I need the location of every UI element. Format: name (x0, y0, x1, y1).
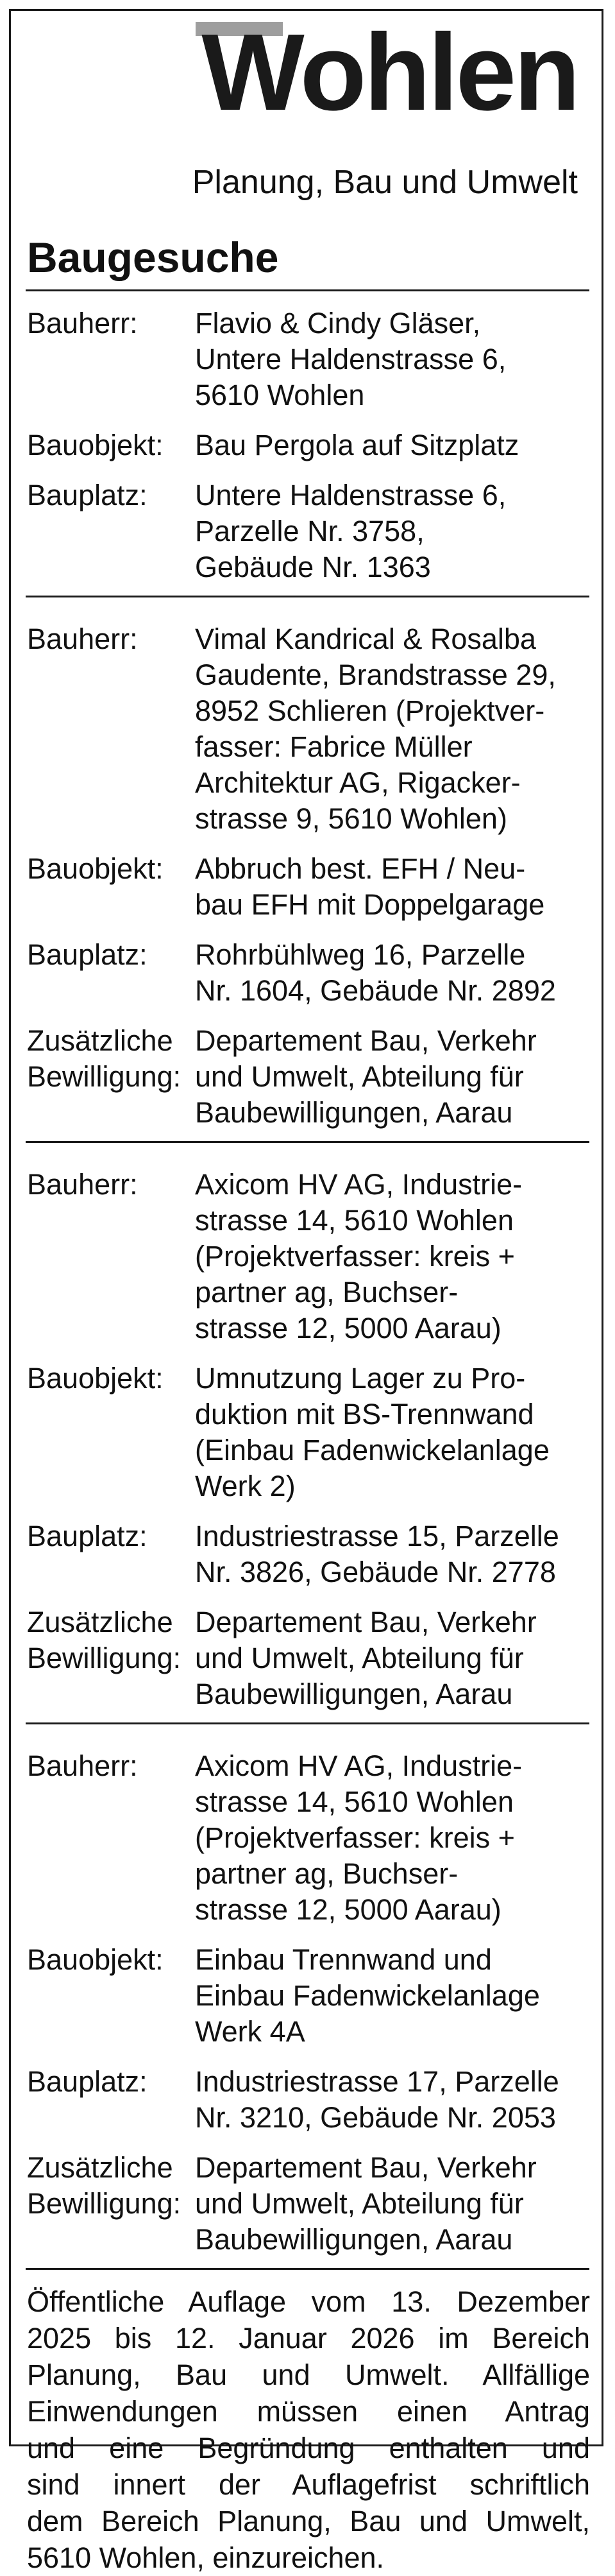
notice-text (27, 2283, 590, 2576)
logo (0, 0, 615, 154)
field-value: Rohrbühlweg 16, Parzelle Nr. 1604, Gebäude Nr. 2892 (195, 938, 556, 1007)
field-label: Bauherr: (27, 623, 138, 655)
notice-line: Öffentliche Auflage vom 13. Dezember (27, 2285, 590, 2318)
field-value: Departement Bau, Verkehr und Umwelt, Abteilung für Baubewilligungen, Aarau (195, 2151, 537, 2256)
field-label: Bauplatz: (27, 938, 147, 971)
field-value: Untere Haldenstrasse 6, Parzelle Nr. 3758, Gebäude Nr. 1363 (195, 479, 507, 583)
divider (26, 2268, 589, 2270)
field-label: Bauobjekt: (27, 852, 164, 885)
divider (26, 596, 589, 597)
page-title: Baugesuche (27, 234, 279, 281)
field-value: Abbruch best. EFH / Neu- bau EFH mit Doppelgarage (195, 852, 545, 921)
field-value: Bau Pergola auf Sitzplatz (195, 429, 519, 461)
notice-line: Einwendungen müssen einen Antrag (27, 2395, 590, 2428)
field-value: Industriestrasse 17, Parzelle Nr. 3210, Gebäude Nr. 2053 (195, 2065, 559, 2134)
notice-line: 5610 Wohlen, einzureichen. (27, 2541, 385, 2574)
logo-text: Wohlen (201, 12, 578, 133)
field-value: Vimal Kandrical & Rosalba Gaudente, Brandstrasse 29, 8952 Schlieren (Projektver- fasser: Fabrice Müller Architektur AG, Rigacker- strasse 9, 5610 Wohlen) (195, 623, 556, 835)
field-label: Bauherr: (27, 307, 138, 339)
field-value: Axicom HV AG, Industrie- strasse 14, 5610 Wohlen (Projektverfasser: kreis + partner ag, Buchser- strasse 12, 5000 Aarau) (195, 1168, 523, 1344)
field-value: Einbau Trennwand und Einbau Fadenwickelanlage Werk 4A (195, 1943, 540, 2048)
notice-line: dem Bereich Planung, Bau und Umwelt, (27, 2505, 590, 2537)
notice-line: sind innert der Auflagefrist schriftlich (27, 2468, 590, 2501)
field-value: Axicom HV AG, Industrie- strasse 14, 5610 Wohlen (Projektverfasser: kreis + partner ag, Buchser- strasse 12, 5000 Aarau) (195, 1749, 523, 1926)
field-label: Bauplatz: (27, 2065, 147, 2098)
notice-line: Planung, Bau und Umwelt. Allfällige (27, 2358, 590, 2391)
field-label: Bauplatz: (27, 1520, 147, 1552)
divider (26, 1722, 589, 1724)
field-value: Departement Bau, Verkehr und Umwelt, Abteilung für Baubewilligungen, Aarau (195, 1606, 537, 1710)
field-label: Zusätzliche Bewilligung: (27, 1606, 181, 1674)
department-name: Planung, Bau und Umwelt (192, 164, 578, 201)
field-label: Bauplatz: (27, 479, 147, 511)
field-label: Zusätzliche Bewilligung: (27, 2151, 181, 2220)
field-label: Bauherr: (27, 1168, 138, 1201)
divider (26, 1141, 589, 1143)
field-label: Bauobjekt: (27, 429, 164, 461)
field-label: Bauobjekt: (27, 1943, 164, 1976)
field-label: Zusätzliche Bewilligung: (27, 1024, 181, 1093)
field-label: Bauobjekt: (27, 1362, 164, 1395)
notice-line: und eine Begründung enthalten und (27, 2432, 590, 2464)
divider (26, 289, 589, 291)
notice-line: 2025 bis 12. Januar 2026 im Bereich (27, 2322, 590, 2355)
field-value: Umnutzung Lager zu Pro- duktion mit BS-Trennwand (Einbau Fadenwickelanlage Werk 2) (195, 1362, 550, 1502)
field-label: Bauherr: (27, 1749, 138, 1782)
field-value: Industriestrasse 15, Parzelle Nr. 3826, Gebäude Nr. 2778 (195, 1520, 559, 1588)
field-value: Departement Bau, Verkehr und Umwelt, Abteilung für Baubewilligungen, Aarau (195, 1024, 537, 1129)
field-value: Flavio & Cindy Gläser, Untere Haldenstrasse 6, 5610 Wohlen (195, 307, 507, 411)
